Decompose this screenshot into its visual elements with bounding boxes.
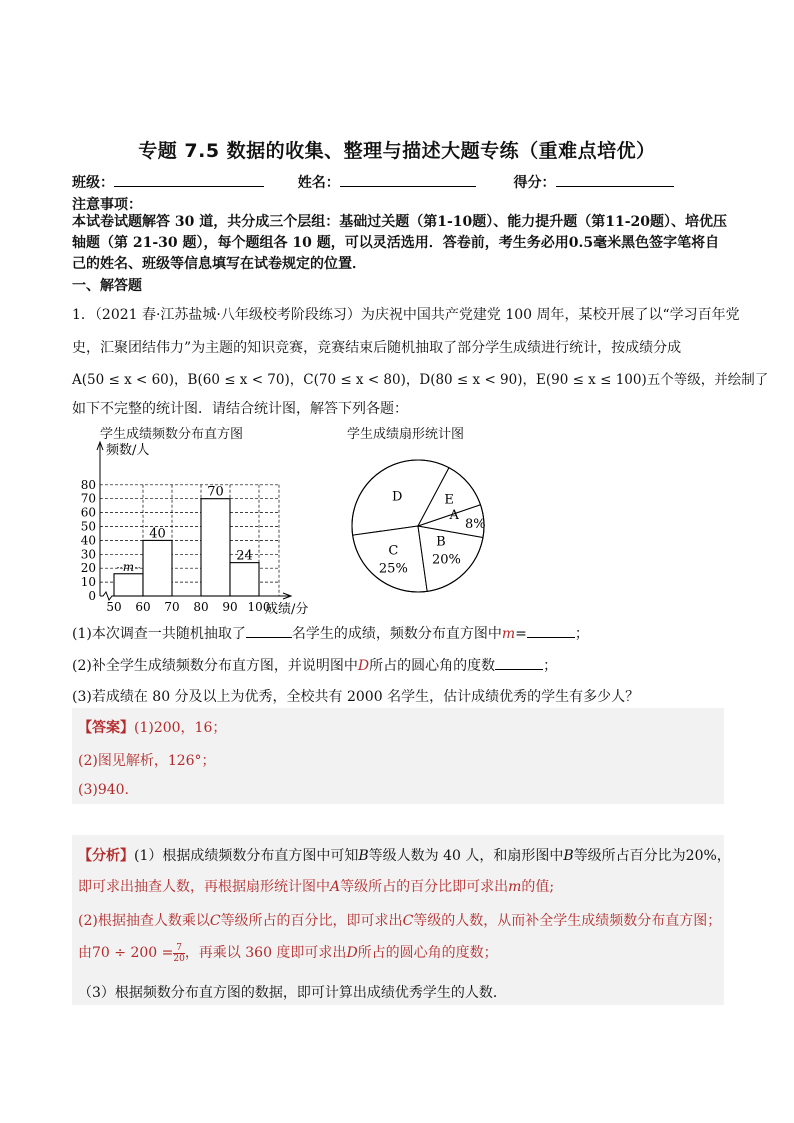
x-tick-60: 60 [135,600,151,614]
histogram-title: 学生成绩频数分布直方图 [100,427,244,442]
page-title: 专题 7.5 数据的收集、整理与描述大题专练（重难点培优） [138,140,656,162]
x-axis-label: 成绩/分 [265,602,309,617]
name-blank[interactable] [340,172,476,187]
pie-percent-A: 8% [465,517,486,533]
score-blank[interactable] [556,172,674,187]
x-tick-80: 80 [193,600,209,614]
class-blank[interactable] [114,172,264,187]
name-label: 姓名： [297,175,340,191]
bar-label-80: 70 [207,484,224,500]
section-heading: 一、解答题 [72,278,142,294]
question-line-4: 如下不完整的统计图．请结合统计图，解答下列各题： [72,401,408,417]
y-tick-80: 80 [80,477,96,492]
bar-label-90: 24 [236,548,253,564]
sub-question-3: (3)若成绩在 80 分及以上为优秀，全校共有 2000 名学生，估计成绩优秀的学生有多少人？ [72,689,640,705]
notice-text: 本试卷试题解答 30 道，共分成三个层组：基础过关题（第1-10题）、能力提升题（第11-20题）、培优压轴题（第 21-30 题），每个题组各 10 题，可以灵活选用．答卷前，考生务必用0.5毫米黑色签字笔将自己的姓名、班级等信息填写在试卷规定的位置． [72,214,728,272]
y-axis-label: 频数/人 [106,443,150,458]
question-line-2: 史，汇聚团结伟力”为主题的知识竞赛，竞赛结束后随机抽取了部分学生成绩进行统计，按成绩分成 [72,340,682,356]
pie-chart [340,448,500,608]
histogram-bar-90-100 [230,563,259,596]
student-info-row [72,172,674,192]
notice-heading: 注意事项： [72,197,142,213]
pie-percent-B: 20% [431,552,461,568]
pie-label-A: A [449,508,459,524]
histogram-bar-80-90 [201,499,230,596]
bar-label-50: m [122,559,135,574]
y-tick-0: 0 [88,589,96,603]
answer-line-1: 【答案】(1)200，16； [78,720,227,736]
class-label: 班级： [72,175,114,191]
y-tick-20: 20 [80,561,96,576]
analysis-line-5: （3）根据频数分布直方图的数据，即可计算出成绩优秀学生的人数． [78,985,507,1001]
y-tick-70: 70 [80,491,96,506]
histogram-chart [70,438,340,618]
pie-label-B: B [436,534,446,550]
histogram-bar-50-60 [114,574,143,596]
histogram-bar-60-70 [143,540,172,596]
y-tick-50: 50 [80,519,96,534]
pie-title: 学生成绩扇形统计图 [347,427,465,442]
answer-line-2: (2)图见解析，126°； [78,753,216,769]
bar-label-60: 40 [149,526,166,542]
y-tick-10: 10 [80,575,96,590]
score-label: 得分： [513,175,556,191]
analysis-line-1: 【分析】(1）根据成绩频数分布直方图中可知B等级人数为 40 人，和扇形图中B等级所占百分比为20%， [78,848,731,864]
histogram-bars [114,499,259,596]
blank-total[interactable] [246,623,292,638]
question-line-1: 1．（2021 春·江苏盐城·八年级校考阶段练习）为庆祝中国共产党建党 100 周年，某校开展了以“学习百年党 [72,307,740,323]
y-tick-40: 40 [80,533,96,548]
pie-slice-C [353,526,428,592]
x-tick-70: 70 [164,600,180,614]
sub-question-1: (1)本次调查一共随机抽取了 名学生的成绩，频数分布直方图中m= ； [72,623,732,643]
pie-label-E: E [444,492,454,508]
analysis-line-3: (2)根据抽查人数乘以C等级所占的百分比，即可求出C等级的人数，从而补全学生成绩频数分布直方图； [78,913,722,929]
answer-line-3: (3)940. [78,782,130,798]
fraction: $\frac{7}{20}$ [173,942,185,964]
analysis-line-4: 由70 ÷ 200 = $\frac{7}{20}$ ，再乘以 360 度即可求出D所占的圆心角的度数； [78,942,498,964]
question-line-3: A(50 ≤ x < 60)，B(60 ≤ x < 70)，C(70 ≤ x < 80)，D(80 ≤ x < 90)，E(90 ≤ x ≤ 100)五个等级，并绘制了 [72,372,769,388]
pie-label-D: D [391,489,403,505]
analysis-line-2: 即可求出抽查人数，再根据扇形统计图中A等级所占的百分比即可求出m的值; [78,879,555,895]
sub-question-2: (2)补全学生成绩频数分布直方图，并说明图中D所占的圆心角的度数 ； [72,655,732,675]
blank-angle[interactable] [495,655,543,670]
pie-label-C: C [388,543,399,559]
y-tick-30: 30 [80,547,96,562]
x-tick-50: 50 [106,600,122,614]
y-tick-60: 60 [80,505,96,520]
x-tick-100: 100 [247,600,271,614]
blank-m[interactable] [527,623,575,638]
x-tick-90: 90 [222,600,238,614]
pie-percent-C: 25% [378,561,408,577]
